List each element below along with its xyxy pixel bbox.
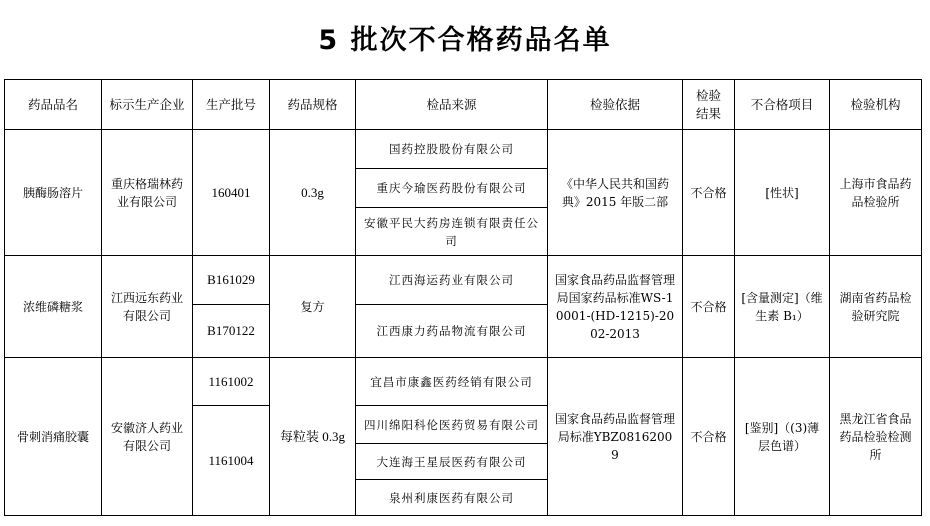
basis-cell: 国家食品药品监督管理局国家药品标准WS-10001-(HD-1215)-2002-2013: [548, 256, 683, 358]
source-cell: 大连海王星辰医药有限公司: [356, 444, 548, 480]
org-cell: 黑龙江省食品药品检验检测所: [830, 358, 922, 516]
drug-name-cell: 浓维磷糖浆: [5, 256, 102, 358]
batch-cell: 1161002: [193, 358, 270, 406]
spec-cell: 每粒装 0.3g: [270, 358, 356, 516]
maker-cell: 安徽济人药业有限公司: [102, 358, 193, 516]
org-cell: 上海市食品药品检验所: [830, 130, 922, 256]
maker-cell: 江西远东药业有限公司: [102, 256, 193, 358]
item-cell: [性状]: [735, 130, 830, 256]
maker-cell: 重庆格瑞林药业有限公司: [102, 130, 193, 256]
header-source: 检品来源: [356, 80, 548, 130]
result-cell: 不合格: [683, 358, 735, 516]
source-cell: 四川绵阳科伦医药贸易有限公司: [356, 406, 548, 444]
table-row: [5, 358, 922, 406]
table-row: [5, 256, 922, 305]
result-cell: 不合格: [683, 256, 735, 358]
header-basis: 检验依据: [548, 80, 683, 130]
batch-cell: 160401: [193, 130, 270, 256]
item-cell: [鉴别]（(3)薄层色谱）: [735, 358, 830, 516]
source-cell: 重庆今瑜医药股份有限公司: [356, 169, 548, 208]
source-cell: 宜昌市康鑫医药经销有限公司: [356, 358, 548, 406]
source-cell: 国药控股股份有限公司: [356, 130, 548, 169]
page-title: 5 批次不合格药品名单: [318, 25, 612, 56]
result-cell: 不合格: [683, 130, 735, 256]
source-cell: 江西海运药业有限公司: [356, 256, 548, 305]
header-maker: 标示生产企业: [102, 80, 193, 130]
header-org: 检验机构: [830, 80, 922, 130]
batch-cell: B170122: [193, 305, 270, 358]
spec-cell: 0.3g: [270, 130, 356, 256]
batch-cell: 1161004: [193, 406, 270, 516]
header-batch: 生产批号: [193, 80, 270, 130]
batch-cell: B161029: [193, 256, 270, 305]
header-item: 不合格项目: [735, 80, 830, 130]
org-cell: 湖南省药品检验研究院: [830, 256, 922, 358]
source-cell: 江西康力药品物流有限公司: [356, 305, 548, 358]
basis-cell: 《中华人民共和国药典》2015 年版二部: [548, 130, 683, 256]
spec-cell: 复方: [270, 256, 356, 358]
source-cell: 泉州利康医药有限公司: [356, 480, 548, 516]
item-cell: [含量测定]（维生素 B₁）: [735, 256, 830, 358]
header-spec: 药品规格: [270, 80, 356, 130]
basis-cell: 国家食品药品监督管理局标准YBZ08162009: [548, 358, 683, 516]
drug-name-cell: 胰酶肠溶片: [5, 130, 102, 256]
source-cell: 安徽平民大药房连锁有限责任公司: [356, 208, 548, 256]
table-header-row: [5, 80, 922, 130]
unqualified-drugs-table: [4, 79, 922, 516]
header-name: 药品品名: [5, 80, 102, 130]
drug-name-cell: 骨刺消痛胶囊: [5, 358, 102, 516]
table-row: [5, 130, 922, 169]
header-result: 检验结果: [683, 80, 735, 130]
